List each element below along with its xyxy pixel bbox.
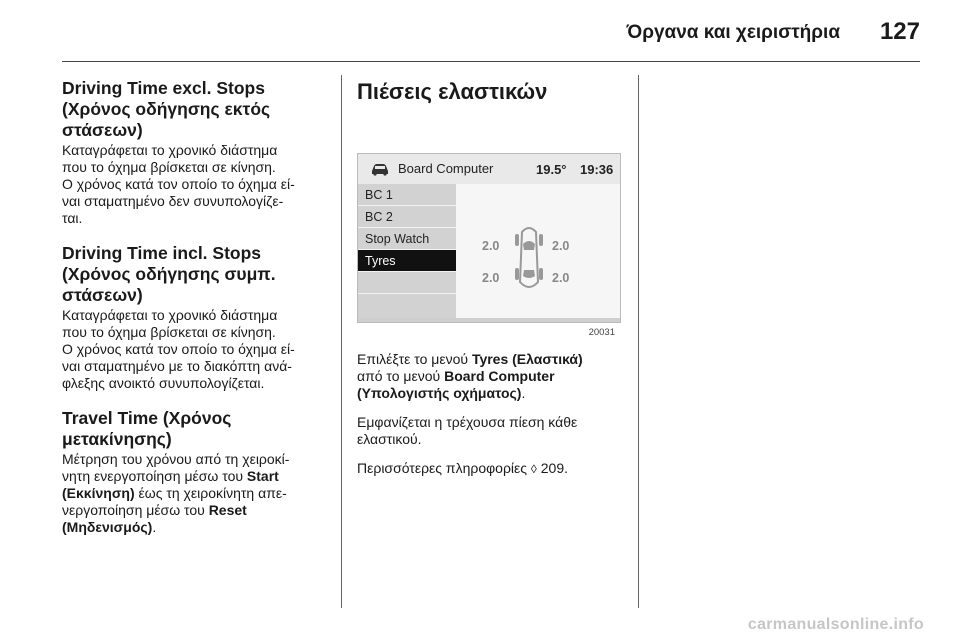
section-driving-time-incl	[62, 243, 332, 392]
menu-item-bc1[interactable]: BC 1	[358, 184, 456, 206]
pressure-front-left: 2.0	[482, 239, 500, 253]
pressure-rear-left: 2.0	[482, 271, 500, 285]
section-body: Καταγράφεται το χρονικό διάστημα που το όχημα βρίσκεται σε κίνηση. Ο χρόνος κατά τον οποίο το όχημα εί- ναι σταματημένο δεν συνυπολογίζε- ται.	[62, 142, 295, 226]
section-body: Καταγράφεται το χρονικό διάστημα που το όχημα βρίσκεται σε κίνηση. Ο χρόνος κατά τον οποίο το όχημα εί- ναι σταματημένο με το διακόπτη ανά- φλεξης ανοικτό συνυπολογίζεται.	[62, 307, 295, 391]
menu-item-stop-watch[interactable]: Stop Watch	[358, 228, 456, 250]
clock-time: 19:36	[580, 162, 614, 177]
start-label: Start	[246, 468, 279, 484]
menu-item-empty	[358, 272, 456, 294]
board-computer-figure	[357, 129, 621, 339]
tyre-pressure-panel	[456, 184, 620, 318]
display-topbar	[358, 154, 620, 184]
reset-greek-label: (Μηδενισμός)	[62, 519, 153, 535]
column-divider-left	[341, 75, 342, 608]
reference-paragraph: Περισσότερες πληροφορίες ◊ 209.	[357, 460, 568, 476]
menu-item-tyres[interactable]: Tyres	[358, 250, 456, 272]
pressure-rear-right: 2.0	[552, 271, 570, 285]
page-number: 127	[879, 18, 920, 45]
instruction-paragraph: Επιλέξτε το μενού Tyres (Ελαστικά) από το μενού Board Computer (Υπολογιστής οχήματος).	[357, 351, 583, 401]
section-travel-time	[62, 408, 332, 536]
display-menu	[358, 184, 456, 318]
middle-column	[357, 78, 629, 478]
description-paragraph: Εμφανίζεται η τρέχουσα πίεση κάθε ελαστικού.	[357, 414, 578, 447]
header-title: Όργανα και χειριστήρια	[626, 22, 840, 43]
left-column	[62, 78, 332, 552]
pressure-front-right: 2.0	[552, 239, 570, 253]
reset-label: Reset	[208, 502, 247, 518]
outside-temperature: 19.5°	[536, 162, 567, 177]
section-body: Μέτρηση του χρόνου από τη χειροκί- νητη ενεργοποίηση μέσω του Start (Εκκίνηση) έως τη χειροκίνητη απε- νεργοποίηση μέσω του Reset (Μηδενισμός).	[62, 451, 290, 535]
section-driving-time-excl	[62, 78, 332, 227]
figure-number: 20031	[588, 327, 615, 338]
section-title: Driving Time excl. Stops (Χρόνος οδήγησης εκτός στάσεων)	[62, 78, 271, 140]
board-computer-label: Board Computer	[444, 368, 555, 384]
car-top-view-icon	[514, 224, 544, 292]
page-reference[interactable]: 209.	[536, 460, 568, 476]
header-divider	[62, 61, 920, 62]
tyres-menu-label: Tyres (Ελαστικά)	[471, 351, 583, 367]
car-icon	[370, 162, 390, 176]
board-computer-greek-label: (Υπολογιστής οχήματος)	[357, 385, 522, 401]
section-title: Driving Time incl. Stops (Χρόνος οδήγησης συμπ. στάσεων)	[62, 243, 276, 305]
display-screen	[357, 153, 621, 323]
page-header	[0, 0, 960, 60]
watermark: carmanualsonline.info	[747, 616, 924, 633]
column-divider-right	[638, 75, 639, 608]
reference-arrow-icon: ◊	[530, 462, 537, 476]
display-title: Board Computer	[398, 161, 494, 176]
menu-item-bc2[interactable]: BC 2	[358, 206, 456, 228]
start-greek-label: (Εκκίνηση)	[62, 485, 135, 501]
section-title: Travel Time (Χρόνος μετακίνησης)	[62, 408, 232, 449]
tyre-pressure-title: Πιέσεις ελαστικών	[357, 79, 548, 104]
